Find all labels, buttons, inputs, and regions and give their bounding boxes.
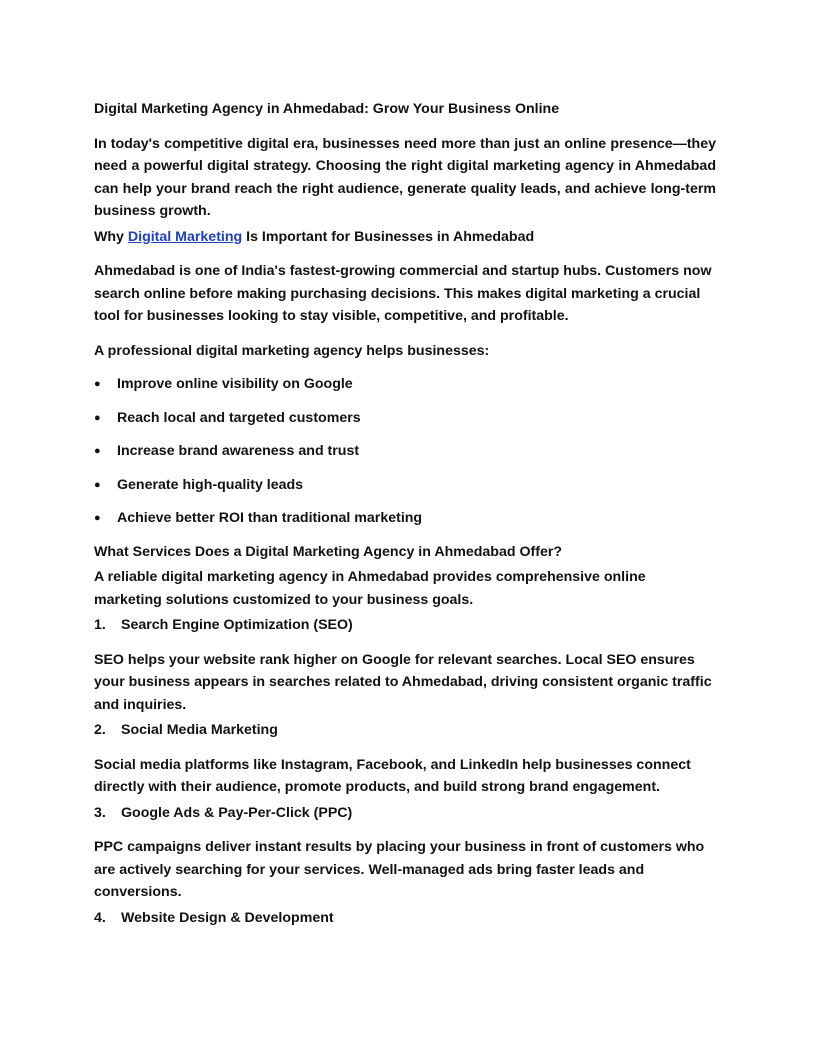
service-title-text: Website Design & Development (121, 909, 334, 926)
list-item-text: Improve online visibility on Google (117, 376, 353, 392)
list-item-text: Increase brand awareness and trust (117, 443, 360, 459)
helps-lead: A professional digital marketing agency helps businesses: (94, 342, 490, 359)
digital-marketing-link[interactable]: Digital Marketing (127, 228, 243, 245)
intro-paragraph: In today's competitive digital era, businesses need more than just an online presence—they need a powerful digital strategy. Choosing the right digital marketing agency in Ahmedabad can help your brand reach the right audience, generate quality leads, and achieve long-term business growth. (94, 135, 716, 219)
document-page (94, 98, 716, 941)
list-item (94, 373, 716, 396)
bullet-icon: ● (94, 478, 101, 491)
service-number: 4. (94, 909, 106, 926)
bullet-icon: ● (94, 445, 101, 457)
services-heading: What Services Does a Digital Marketing Agency in Ahmedabad Offer? (94, 543, 563, 560)
service-number: 2. (94, 722, 106, 738)
document-title: Digital Marketing Agency in Ahmedabad: Grow Your Business Online (94, 101, 560, 117)
service-title-seo (94, 614, 716, 637)
service-number: 3. (94, 804, 106, 821)
list-item (94, 474, 716, 497)
list-item-text: Achieve better ROI than traditional marketing (117, 510, 423, 526)
list-item-text: Generate high-quality leads (117, 476, 304, 493)
bullet-icon: ● (94, 512, 101, 524)
service-body-social: Social media platforms like Instagram, Facebook, and LinkedIn help businesses connect directly with their audience, promote products, and build strong brand engagement. (94, 756, 691, 795)
list-item (94, 407, 716, 430)
bullet-icon: ● (94, 411, 101, 424)
list-item (94, 440, 716, 463)
service-title-web (94, 907, 716, 930)
services-intro: A reliable digital marketing agency in Ahmedabad provides comprehensive online marketing solutions customized to your business goals. (94, 569, 646, 608)
service-title-social (94, 719, 716, 742)
service-title-text: Social Media Marketing (121, 722, 278, 738)
why-heading-prefix: Why (94, 228, 128, 245)
list-item (94, 507, 716, 530)
service-title-ppc (94, 802, 716, 825)
service-title-text: Search Engine Optimization (SEO) (121, 617, 353, 633)
service-number: 1. (94, 617, 106, 633)
why-heading (94, 226, 716, 249)
why-paragraph: Ahmedabad is one of India's fastest-growing commercial and startup hubs. Customers now search online before making purchasing decisions. This makes digital marketing a crucial tool for businesses looking to stay visible, competitive, and profitable. (94, 263, 712, 324)
service-body-ppc: PPC campaigns deliver instant results by placing your business in front of customers who are actively searching for your services. Well-managed ads bring faster leads and conversions. (94, 839, 705, 900)
bullet-icon: ● (94, 378, 101, 390)
service-title-text: Google Ads & Pay-Per-Click (PPC) (121, 804, 353, 821)
why-heading-suffix: Is Important for Businesses in Ahmedabad (242, 228, 535, 245)
list-item-text: Reach local and targeted customers (117, 409, 361, 426)
service-body-seo: SEO helps your website rank higher on Google for relevant searches. Local SEO ensures your business appears in searches related to Ahmedabad, driving consistent organic traffic and inquiries. (94, 651, 712, 713)
benefits-list (94, 373, 716, 530)
